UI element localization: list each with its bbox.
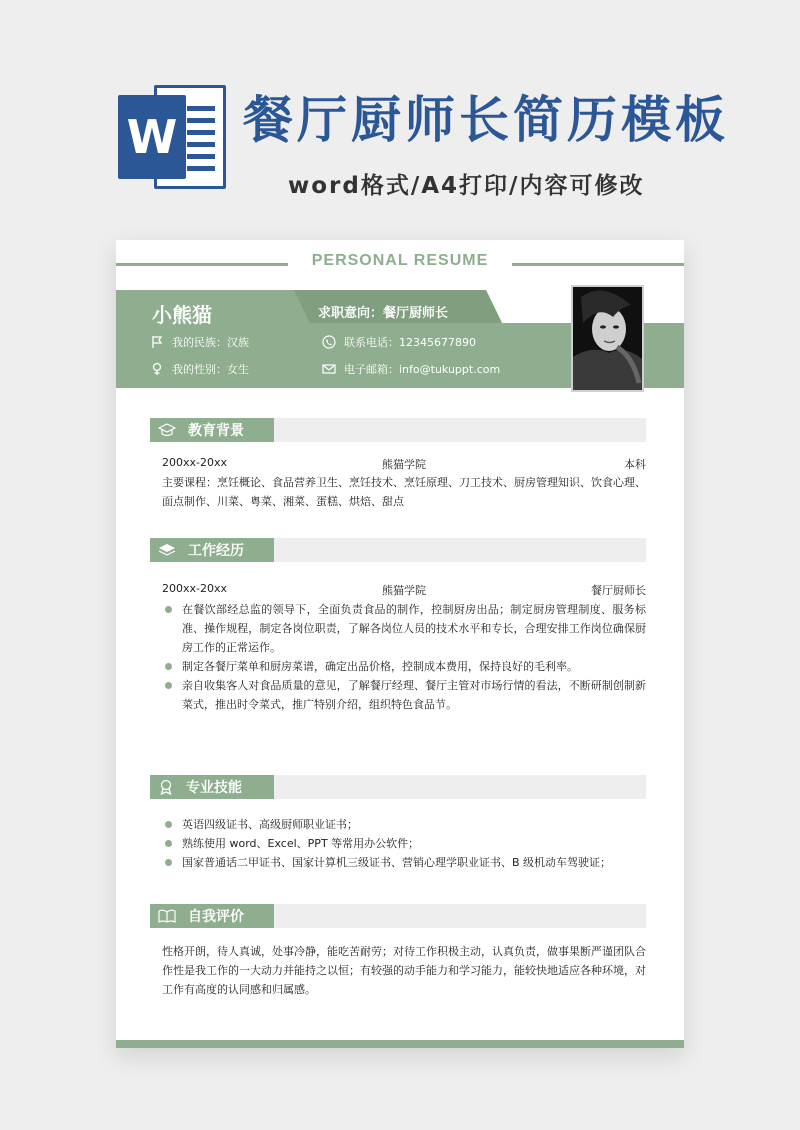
info-phone — [322, 334, 476, 350]
word-badge-letter: W — [118, 95, 186, 179]
word-icon — [118, 85, 226, 189]
list-item: 英语四级证书、高级厨师职业证书； — [162, 815, 646, 834]
list-item: 制定各餐厅菜单和厨房菜谱，确定出品价格，控制成本费用，保持良好的毛利率。 — [162, 657, 646, 676]
section-work-title: 工作经历 — [188, 543, 244, 559]
work-duties-list — [162, 600, 646, 714]
heading-rule-right — [512, 263, 684, 266]
layers-icon — [158, 543, 176, 557]
skills-list — [162, 815, 646, 872]
job-intent: 求职意向：餐厅厨师长 — [318, 306, 449, 321]
resume-heading: PERSONAL RESUME — [311, 252, 489, 269]
section-education-header — [150, 418, 646, 442]
phone-icon — [322, 335, 336, 349]
info-gender-text: 我的性别：女生 — [172, 363, 249, 376]
info-gender — [150, 361, 249, 377]
award-icon — [158, 779, 174, 795]
info-email-text: 电子邮箱：info@tukuppt.com — [344, 363, 501, 376]
page-subtitle: word格式/A4打印/内容可修改 — [288, 173, 645, 199]
info-ethnicity — [150, 334, 249, 350]
work-company: 熊猫学院 — [382, 584, 426, 597]
list-item: 国家普通话二甲证书、国家计算机三级证书、营销心理学职业证书、B 级机动车驾驶证； — [162, 853, 646, 872]
info-email — [322, 361, 500, 377]
education-school: 熊猫学院 — [382, 458, 426, 471]
work-position: 餐厅厨师长 — [591, 584, 646, 597]
education-courses: 主要课程：烹饪概论、食品营养卫生、烹饪技术、烹饪原理、刀工技术、厨房管理知识、饮食心理、面点制作、川菜、粤菜、湘菜、蛋糕、烘焙、甜点 — [162, 476, 646, 508]
section-self-title: 自我评价 — [188, 909, 244, 925]
education-period: 200xx-20xx — [162, 456, 228, 469]
work-period: 200xx-20xx — [162, 582, 228, 595]
section-skills-title: 专业技能 — [186, 780, 242, 796]
page-title: 餐厅厨师长简历模板 — [243, 91, 729, 149]
info-phone-text: 联系电话：12345677890 — [344, 336, 476, 349]
footer-band — [116, 1040, 684, 1048]
list-item: 在餐饮部经总监的领导下，全面负责食品的制作，控制厨房出品；制定厨房管理制度、服务标准、操作规程，制定各岗位职责，了解各岗位人员的技术水平和专长，合理安排工作岗位确保厨房工作的正常运作。 — [162, 600, 646, 657]
graduation-cap-icon — [158, 423, 176, 437]
flag-icon — [150, 335, 164, 349]
section-skills-header — [150, 775, 646, 799]
list-item: 熟练使用 word、Excel、PPT 等常用办公软件； — [162, 834, 646, 853]
mail-icon — [322, 362, 336, 376]
education-degree: 本科 — [624, 458, 646, 471]
resume-document — [116, 240, 684, 1048]
heading-rule-left — [116, 263, 288, 266]
self-evaluation-text: 性格开朗，待人真诚，处事冷静，能吃苦耐劳；对待工作积极主动，认真负责，做事果断严谨团队合作性是我工作的一大动力并能持之以恒；有较强的动手能力和学习能力，能较快地适应各种环境，对工作有高度的认同感和归属感。 — [162, 945, 646, 996]
candidate-name: 小熊猫 — [152, 303, 212, 327]
section-education-title: 教育背景 — [188, 423, 244, 439]
list-item: 亲自收集客人对食品质量的意见，了解餐厅经理、餐厅主管对市场行情的看法，不断研制创制新菜式，推出时令菜式，推广特别介绍，组织特色食品节。 — [162, 676, 646, 714]
section-self-header — [150, 904, 646, 928]
section-work-header — [150, 538, 646, 562]
info-ethnicity-text: 我的民族：汉族 — [172, 336, 249, 349]
profile-photo — [571, 285, 644, 392]
book-icon — [158, 909, 176, 923]
person-icon — [150, 362, 164, 376]
